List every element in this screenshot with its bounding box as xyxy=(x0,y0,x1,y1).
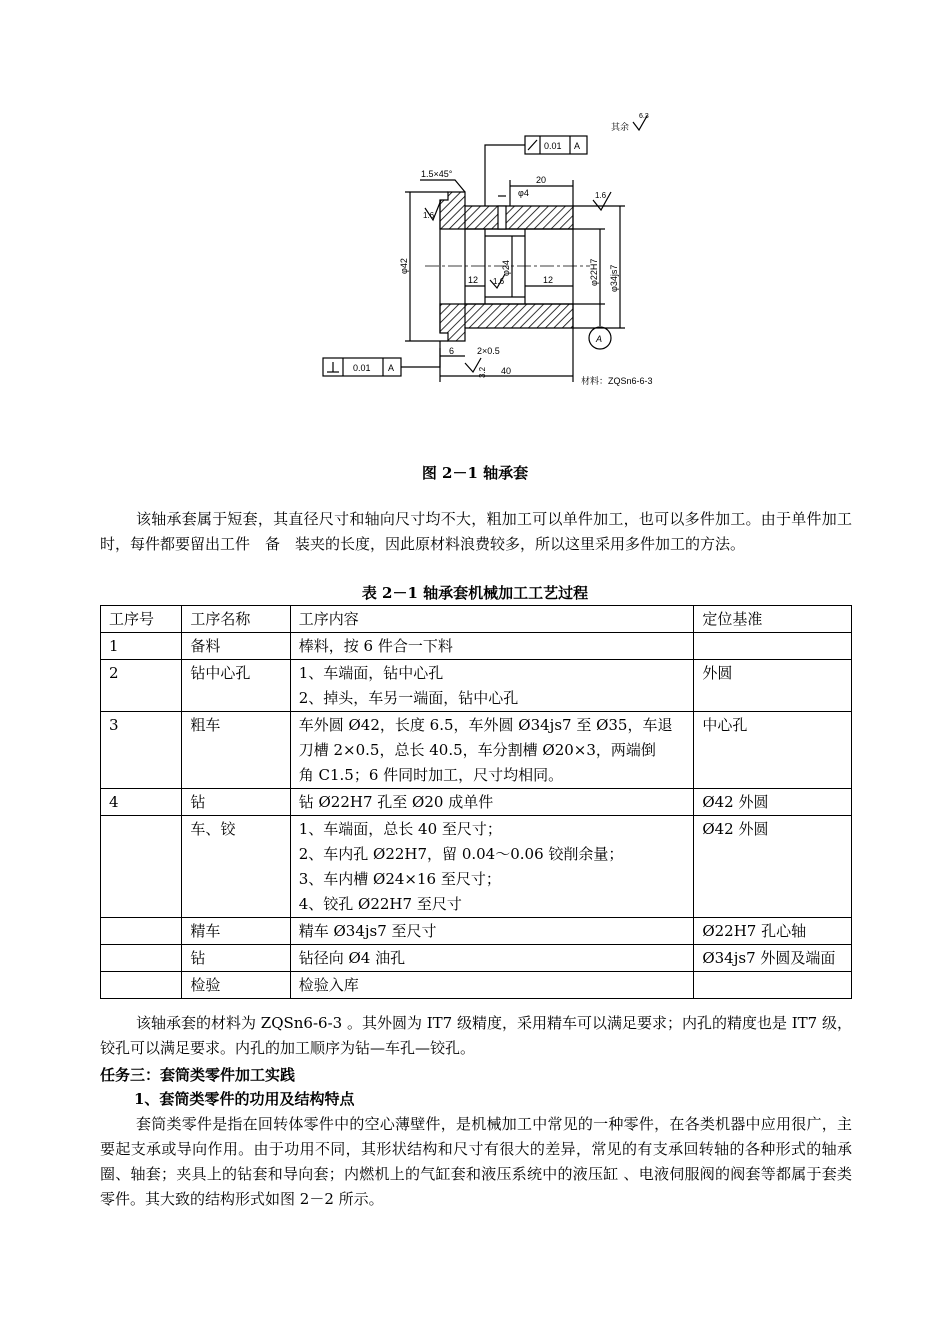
dim-12-b: 12 xyxy=(543,275,554,285)
step-content xyxy=(290,660,694,712)
content-line: 车外圆 Ø42，长度 6.5，车外圆 Ø34js7 至 Ø35，车退 xyxy=(298,716,673,734)
step-datum: Ø22H7 孔心轴 xyxy=(694,918,852,945)
tol-bottom-datum: A xyxy=(388,363,395,373)
step-name: 钻 xyxy=(182,945,290,972)
content-line: 检验入库 xyxy=(298,976,359,994)
roughness-rest-label: 其余 xyxy=(611,122,630,132)
step-content xyxy=(290,945,694,972)
step-no xyxy=(101,816,182,918)
dim-phi42: φ42 xyxy=(399,258,409,274)
content-line: 钻径向 Ø4 油孔 xyxy=(298,949,406,967)
table-row xyxy=(101,789,852,816)
step-name: 车、铰 xyxy=(182,816,290,918)
step-content xyxy=(290,918,694,945)
step-no xyxy=(101,945,182,972)
dim-12-a: 12 xyxy=(468,275,479,285)
content-line: 3、车内槽 Ø24×16 至尺寸； xyxy=(298,870,501,888)
tol-bottom-value: 0.01 xyxy=(353,363,371,373)
content-line: 精车 Ø34js7 至尺寸 xyxy=(298,922,437,940)
section-bottom xyxy=(440,304,573,341)
content-line: 1、车端面，总长 40 至尺寸； xyxy=(298,820,502,838)
step-content xyxy=(290,712,694,789)
content-line: 4、铰孔 Ø22H7 至尺寸 xyxy=(298,895,462,913)
content-line: 角 C1.5；6 件同时加工，尺寸均相同。 xyxy=(298,766,564,784)
subsection-heading: 1、套筒类零件的功用及结构特点 xyxy=(134,1090,355,1108)
step-no: 4 xyxy=(101,789,182,816)
table-row xyxy=(101,816,852,918)
step-no xyxy=(101,972,182,999)
step-datum: Ø34js7 外圆及端面 xyxy=(694,945,852,972)
dim-6: 6 xyxy=(449,346,455,356)
step-name: 精车 xyxy=(182,918,290,945)
step-datum xyxy=(694,633,852,660)
tol-top-datum: A xyxy=(574,141,581,151)
rough-16-a: 1.6 xyxy=(595,191,607,200)
section-heading: 任务三：套筒类零件加工实践 xyxy=(100,1066,296,1084)
step-content xyxy=(290,816,694,918)
step-name: 检验 xyxy=(182,972,290,999)
dim-2x05: 2×0.5 xyxy=(477,346,500,356)
datum-a: A xyxy=(596,334,603,344)
chamfer-label: 1.5×45° xyxy=(421,169,453,179)
dim-phi24: φ24 xyxy=(501,260,511,276)
table-row xyxy=(101,660,852,712)
step-content xyxy=(290,633,694,660)
table-row xyxy=(101,972,852,999)
table-row xyxy=(101,918,852,945)
process-table xyxy=(100,605,852,999)
table-row xyxy=(101,712,852,789)
tol-top-value: 0.01 xyxy=(544,141,562,151)
step-datum: 外圆 xyxy=(694,660,852,712)
step-datum xyxy=(694,972,852,999)
step-no: 3 xyxy=(101,712,182,789)
figure-caption: 图 2－1 轴承套 xyxy=(421,464,529,482)
rough-16-c: 1.6 xyxy=(493,277,505,286)
step-no: 2 xyxy=(101,660,182,712)
dim-20: 20 xyxy=(536,175,547,185)
rough-16-b: 1.6 xyxy=(423,211,435,220)
header-cell: 定位基准 xyxy=(694,606,852,633)
step-datum: Ø42 外圆 xyxy=(694,816,852,918)
content-line: 1、车端面，钻中心孔 xyxy=(298,664,444,682)
dim-phi22h7: φ22H7 xyxy=(589,258,599,286)
content-line: 2、车内孔 Ø22H7，留 0.04～0.06 铰削余量； xyxy=(298,845,624,863)
step-datum: Ø42 外圆 xyxy=(694,789,852,816)
header-cell: 工序内容 xyxy=(290,606,694,633)
step-content xyxy=(290,789,694,816)
table-row xyxy=(101,945,852,972)
header-cell: 工序号 xyxy=(101,606,182,633)
step-no xyxy=(101,918,182,945)
step-name: 粗车 xyxy=(182,712,290,789)
paragraph-3: 套筒类零件是指在回转体零件中的空心薄壁件，是机械加工中常见的一种零件，在各类机器中应用很广，主要起支承或导向作用。由于功用不同，其形状结构和尺寸有很大的差异，常见的有支承回转轴的各种形式的轴承圈、轴套；夹具上的钻套和导向套；内燃机上的气缸套和液压系统中的液压缸 、电液伺服阀的阀套等都属于套类零件。其大致的结构形式如图 2－2 所示。 xyxy=(100,1115,852,1208)
table-header-row xyxy=(101,606,852,633)
rough-32: 3.2 xyxy=(478,366,487,378)
material-label: 材料：ZQSn6-6-3 xyxy=(581,376,653,386)
table-title: 表 2－1 轴承套机械加工工艺过程 xyxy=(361,584,589,602)
paragraph-2: 该轴承套的材料为 ZQSn6-6-3 。其外圆为 IT7 级精度，采用精车可以满足要求；内孔的精度也是 IT7 级，铰孔可以满足要求。内孔的加工顺序为钻—车孔—铰孔。 xyxy=(100,1014,852,1057)
dim-phi4: φ4 xyxy=(518,188,529,198)
content-line: 2、掉头，车另一端面，钻中心孔 xyxy=(298,689,519,707)
bearing-sleeve-drawing xyxy=(315,108,675,408)
step-name: 钻 xyxy=(182,789,290,816)
content-line: 钻 Ø22H7 孔至 Ø20 成单件 xyxy=(298,793,494,811)
content-line: 刀槽 2×0.5，总长 40.5，车分割槽 Ø20×3，两端倒 xyxy=(298,741,656,759)
step-no: 1 xyxy=(101,633,182,660)
step-datum: 中心孔 xyxy=(694,712,852,789)
table-row xyxy=(101,633,852,660)
step-name: 钻中心孔 xyxy=(182,660,290,712)
paragraph-1: 该轴承套属于短套，其直径尺寸和轴向尺寸均不大，粗加工可以单件加工，也可以多件加工。由于单件加工时，每件都要留出工件 备 装夹的长度，因此原材料浪费较多，所以这里采用多件加工的方法。 xyxy=(100,510,852,553)
step-name: 备料 xyxy=(182,633,290,660)
roughness-rest-value: 6.3 xyxy=(639,113,649,120)
header-cell: 工序名称 xyxy=(182,606,290,633)
dim-40: 40 xyxy=(501,366,512,376)
dim-phi34js7: φ34js7 xyxy=(609,264,619,292)
step-content xyxy=(290,972,694,999)
content-line: 棒料，按 6 件合一下料 xyxy=(298,637,453,655)
